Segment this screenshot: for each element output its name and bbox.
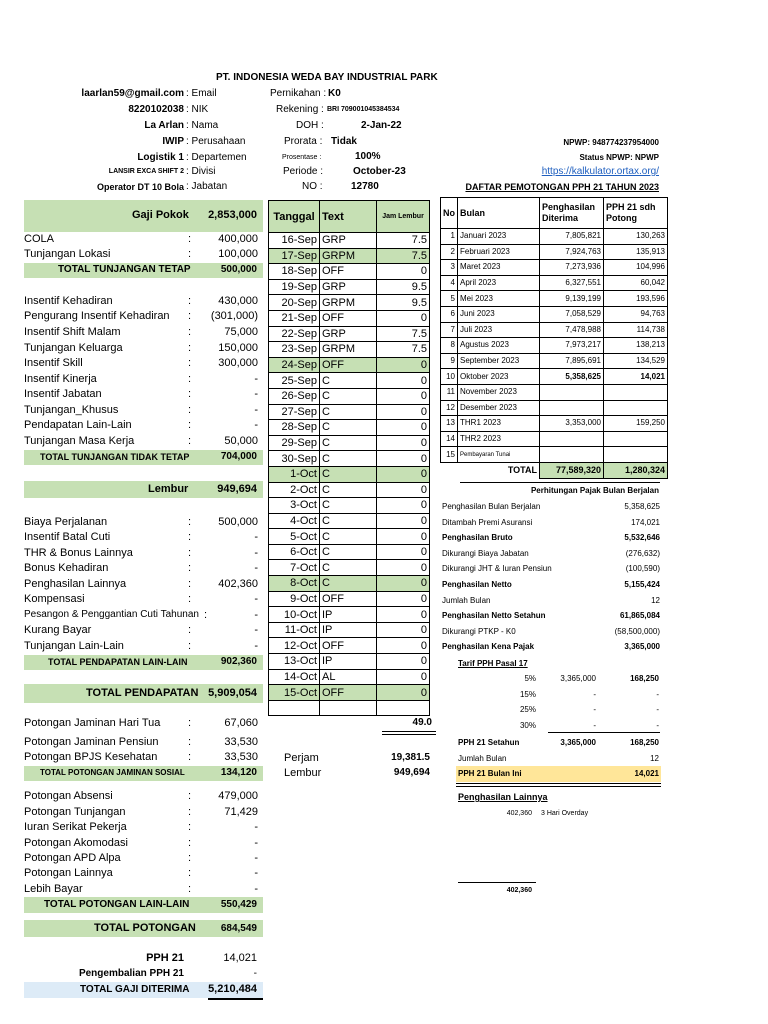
penghasilan-lainnya-total: 402,360 [506, 887, 532, 894]
pph-bulan-ini-band [456, 766, 661, 782]
tarif-cell: - [656, 689, 659, 699]
table-row: 3 Maret 2023 7,273,936 104,996 [441, 260, 668, 276]
tarif-cell: 15% [519, 689, 536, 699]
penghasilan-lainnya-title: Penghasilan Lainnya [458, 792, 548, 802]
table-row: 2 Februari 2023 7,924,763 135,913 [441, 244, 668, 260]
pph21-value: 14,021 [223, 952, 257, 964]
table-row: 9 September 2023 7,895,691 134,529 [441, 353, 668, 369]
table-row: 13 THR1 2023 3,353,000 159,250 [441, 416, 668, 432]
perusahaan-label: : Perusahaan [186, 136, 246, 147]
table-row [269, 700, 430, 716]
nik-label: : NIK [186, 104, 209, 115]
table-row: 6 Juni 2023 7,058,529 94,763 [441, 306, 668, 322]
penghasilan-lainnya-note: 3 Hari Overday [541, 810, 589, 817]
list-item: Kurang Bayar : - [24, 624, 258, 636]
list-item: Insentif Shift Malam : 75,000 [24, 326, 258, 338]
tarif-cell: - [656, 705, 659, 714]
list-item: Potongan Akomodasi : - [24, 837, 258, 849]
table-row: 10 Oktober 2023 5,358,625 14,021 [441, 369, 668, 385]
doh-label: DOH : [296, 120, 324, 131]
list-item: Dikurangi JHT & Iuran Pensiun (100,590) [442, 564, 660, 574]
tarif-cell: 168,250 [630, 674, 659, 683]
table-row: 23-Sep GRPM 7.5 [269, 342, 430, 358]
table-row: 14-Oct AL 0 [269, 669, 430, 685]
total-potongan-jaminan: TOTAL POTONGAN JAMINAN SOSIAL 134,120 [24, 766, 263, 781]
table-row: 22-Sep GRP 7.5 [269, 326, 430, 342]
nama-label: : Nama [186, 120, 219, 131]
list-item: Dikurangi Biaya Jabatan (276,632) [442, 548, 660, 558]
table-row: 12-Oct OFF 0 [269, 638, 430, 654]
table-row: 16-Sep GRP 7.5 [269, 233, 430, 249]
pernikahan-value: K0 [328, 88, 341, 99]
divisi-value: LANSIR EXCA SHIFT 2 [108, 168, 184, 175]
prosentase-value: 100% [355, 151, 381, 162]
total-tunjangan-tetap: TOTAL TUNJANGAN TETAP 500,000 [24, 263, 263, 278]
list-item: Tunjangan Keluarga : 150,000 [24, 342, 258, 354]
table-row: 24-Sep OFF 0 [269, 357, 430, 373]
table-row: 7-Oct C 0 [269, 560, 430, 576]
table-row: 4 April 2023 6,327,551 60,042 [441, 275, 668, 291]
list-item: Insentif Kinerja : - [24, 373, 258, 385]
list-item: Penghasilan Bruto 5,532,646 [442, 533, 660, 543]
table-row: 30-Sep C 0 [269, 451, 430, 467]
departemen-value: Logistik 1 [137, 152, 184, 163]
list-item: Potongan Jaminan Pensiun : 33,530 [24, 736, 258, 748]
tarif-cell: 25% [519, 705, 536, 714]
tarif-cell: - [593, 705, 596, 714]
pengembalian-label: Pengembalian PPH 21 [78, 968, 184, 979]
table-row: 9-Oct OFF 0 [269, 591, 430, 607]
list-item: COLA : 400,000 [24, 233, 258, 245]
rekening-label: Rekening : [276, 104, 324, 115]
table-row: 7 Juli 2023 7,478,988 114,738 [441, 322, 668, 338]
total-pendapatan-lain: TOTAL PENDAPATAN LAIN-LAIN 902,360 [24, 655, 263, 670]
list-item: THR & Bonus Lainnya : - [24, 547, 258, 559]
tax-total-row: TOTAL 77,589,320 1,280,324 [441, 462, 668, 478]
tarif-cell: - [656, 720, 659, 730]
total-potongan: TOTAL POTONGAN 684,549 [24, 920, 263, 937]
table-row: 2-Oct C 0 [269, 482, 430, 498]
list-item: Tunjangan Masa Kerja : 50,000 [24, 435, 258, 447]
perjam-label: Perjam [284, 752, 319, 764]
table-row: 1-Oct C 0 [269, 466, 430, 482]
setahun-tax: 168,250 [630, 738, 659, 747]
table-row: 8-Oct C 0 [269, 576, 430, 592]
pengembalian-value: - [253, 968, 257, 979]
table-row: 11 November 2023 [441, 384, 668, 400]
perjam-value: 19,381.5 [391, 752, 430, 763]
daftar-title: DAFTAR PEMOTONGAN PPH 21 TAHUN 2023 [465, 182, 659, 192]
tarif-cell: - [593, 720, 596, 730]
prorata-label: Prorata : [284, 136, 323, 147]
list-item: Tunjangan Lokasi : 100,000 [24, 248, 258, 260]
list-item: Penghasilan Netto Setahun 61,865,084 [442, 611, 660, 621]
table-row: 6-Oct C 0 [269, 544, 430, 560]
jumlah-bulan-label: Jumlah Bulan [458, 754, 507, 763]
list-item: Pengurang Insentif Kehadiran : (301,000) [24, 310, 258, 322]
periode-label: Periode : [283, 166, 324, 177]
email-value: laarlan59@gmail.com [81, 88, 184, 99]
total-pendapatan: TOTAL PENDAPATAN 5,909,054 [24, 684, 263, 703]
table-row: 12 Desember 2023 [441, 400, 668, 416]
list-item: Ditambah Premi Asuransi 174,021 [442, 517, 660, 527]
departemen-label: : Departemen [186, 152, 247, 163]
perusahaan-value: IWIP [162, 136, 184, 147]
table-row: 8 Agustus 2023 7,973,217 138,213 [441, 338, 668, 354]
divisi-label: : Divisi [186, 166, 216, 177]
list-item: Penghasilan Netto 5,155,424 [442, 580, 660, 589]
total-potongan-lain: TOTAL POTONGAN LAIN-LAIN 550,429 [24, 897, 263, 913]
table-row: 5-Oct C 0 [269, 529, 430, 545]
tarif-cell: 30% [519, 720, 536, 730]
setahun-base: 3,365,000 [560, 738, 596, 747]
jabatan-value: Operator DT 10 Bola [96, 182, 184, 192]
table-row: 17-Sep GRPM 7.5 [269, 248, 430, 264]
table-row: 19-Sep GRP 9.5 [269, 279, 430, 295]
jabatan-label: : Jabatan [186, 181, 228, 192]
list-item: Penghasilan Kena Pajak 3,365,000 [442, 642, 660, 652]
list-item: Insentif Skill : 300,000 [24, 357, 258, 369]
table-row: 28-Sep C 0 [269, 420, 430, 436]
lembur-band: Lembur 949,694 [24, 481, 263, 498]
table-row: 27-Sep C 0 [269, 404, 430, 420]
table-row: 29-Sep C 0 [269, 435, 430, 451]
tax-table [440, 197, 668, 479]
table-row: 26-Sep C 0 [269, 388, 430, 404]
list-item: Potongan BPJS Kesehatan : 33,530 [24, 751, 258, 763]
table-row: 14 THR2 2023 [441, 431, 668, 447]
table-header: No Bulan Penghasilan Diterima PPH 21 sdh Potong [441, 198, 668, 229]
table-row: 10-Oct IP 0 [269, 607, 430, 623]
list-item: Dikurangi PTKP - K0 (58,500,000) [442, 626, 660, 636]
nama-value: La Arlan [144, 120, 184, 131]
no-value: 12780 [351, 181, 379, 192]
table-row: 3-Oct C 0 [269, 498, 430, 514]
list-item: Insentif Batal Cuti : - [24, 531, 258, 543]
table-row: 20-Sep GRPM 9.5 [269, 295, 430, 311]
nik-value: 8220102038 [128, 104, 184, 115]
gaji-pokok-band [24, 200, 263, 232]
list-item: Potongan Tunjangan : 71,429 [24, 806, 258, 818]
list-item: Biaya Perjalanan : 500,000 [24, 516, 258, 528]
list-item: Jumlah Bulan 12 [442, 595, 660, 605]
prosentase-label: Prosentase : [282, 154, 322, 161]
list-item: Iuran Serikat Pekerja : - [24, 821, 258, 833]
table-header: Tanggal Text Jam Lembur [269, 201, 430, 233]
pernikahan-label: Pernikahan : [270, 88, 327, 99]
tarif-cell: 5% [524, 674, 536, 683]
tarif-cell: 3,365,000 [560, 674, 596, 683]
list-item: Potongan Jaminan Hari Tua : 67,060 [24, 717, 258, 729]
table-row: 15-Oct OFF 0 [269, 685, 430, 701]
list-item: Bonus Kehadiran : - [24, 562, 258, 574]
list-item: Potongan Lainnya : - [24, 867, 258, 879]
list-item: Potongan Absensi : 479,000 [24, 790, 258, 802]
gaji-pokok-label: Gaji Pokok [132, 209, 189, 221]
list-item: Penghasilan Lainnya : 402,360 [24, 578, 258, 590]
list-item: Pesangon & Penggantian Cuti Tahunan : - [24, 609, 258, 621]
lembur-att-label: Lembur [284, 767, 322, 779]
table-row: 25-Sep C 0 [269, 373, 430, 389]
list-item: Kompensasi : - [24, 593, 258, 605]
table-row: 11-Oct IP 0 [269, 622, 430, 638]
list-item: Lebih Bayar : - [24, 883, 258, 895]
company-title: PT. INDONESIA WEDA BAY INDUSTRIAL PARK [216, 72, 438, 83]
pph-bulan-ini-label: PPH 21 Bulan Ini [458, 769, 522, 778]
list-item: Potongan APD Alpa : - [24, 852, 258, 864]
perhitungan-title: Perhitungan Pajak Bulan Berjalan [530, 486, 659, 495]
jumlah-bulan-value: 12 [650, 754, 659, 763]
table-row: 21-Sep OFF 0 [269, 310, 430, 326]
list-item: Pendapatan Lain-Lain : - [24, 419, 258, 431]
list-item: Penghasilan Bulan Berjalan 5,358,625 [442, 502, 660, 511]
jam-lembur-total: 49.0 [412, 717, 432, 728]
list-item: Insentif Jabatan : - [24, 388, 258, 400]
doh-value: 2-Jan-22 [361, 120, 402, 131]
lembur-att-value: 949,694 [393, 767, 430, 778]
pph-bulan-ini-value: 14,021 [634, 769, 659, 778]
total-tunjangan-tidak-tetap: TOTAL TUNJANGAN TIDAK TETAP 704,000 [24, 450, 263, 465]
tarif-cell: - [593, 689, 596, 699]
table-row: 1 Januari 2023 7,805,821 130,263 [441, 229, 668, 245]
tarif-title: Tarif PPH Pasal 17 [458, 659, 528, 668]
status-npwp: Status NPWP: NPWP [579, 153, 659, 162]
no-label: NO : [302, 181, 323, 192]
prorata-value: Tidak [331, 136, 357, 147]
ortax-link[interactable]: https://kalkulator.ortax.org/ [541, 166, 659, 177]
total-gaji-diterima: TOTAL GAJI DITERIMA 5,210,484 [24, 982, 263, 998]
periode-value: October-23 [353, 166, 406, 177]
table-row: 18-Sep OFF 0 [269, 264, 430, 280]
table-row: 15 Pembayaran Tunai [441, 447, 668, 463]
attendance-table [268, 200, 430, 716]
table-row: 5 Mei 2023 9,139,199 193,596 [441, 291, 668, 307]
table-row: 4-Oct C 0 [269, 513, 430, 529]
npwp: NPWP: 948774237954000 [563, 138, 659, 147]
email-label: : Email [186, 88, 217, 99]
table-row: 13-Oct IP 0 [269, 654, 430, 670]
pph21-label: PPH 21 [146, 952, 184, 964]
setahun-label: PPH 21 Setahun [458, 738, 520, 747]
rekening-value: BRI 709001045384534 [327, 106, 400, 113]
list-item: Insentif Kehadiran : 430,000 [24, 295, 258, 307]
penghasilan-lainnya-amount: 402,360 [506, 810, 532, 817]
list-item: Tunjangan Lain-Lain : - [24, 640, 258, 652]
gaji-pokok-value: 2,853,000 [208, 209, 257, 221]
list-item: Tunjangan_Khusus : - [24, 404, 258, 416]
